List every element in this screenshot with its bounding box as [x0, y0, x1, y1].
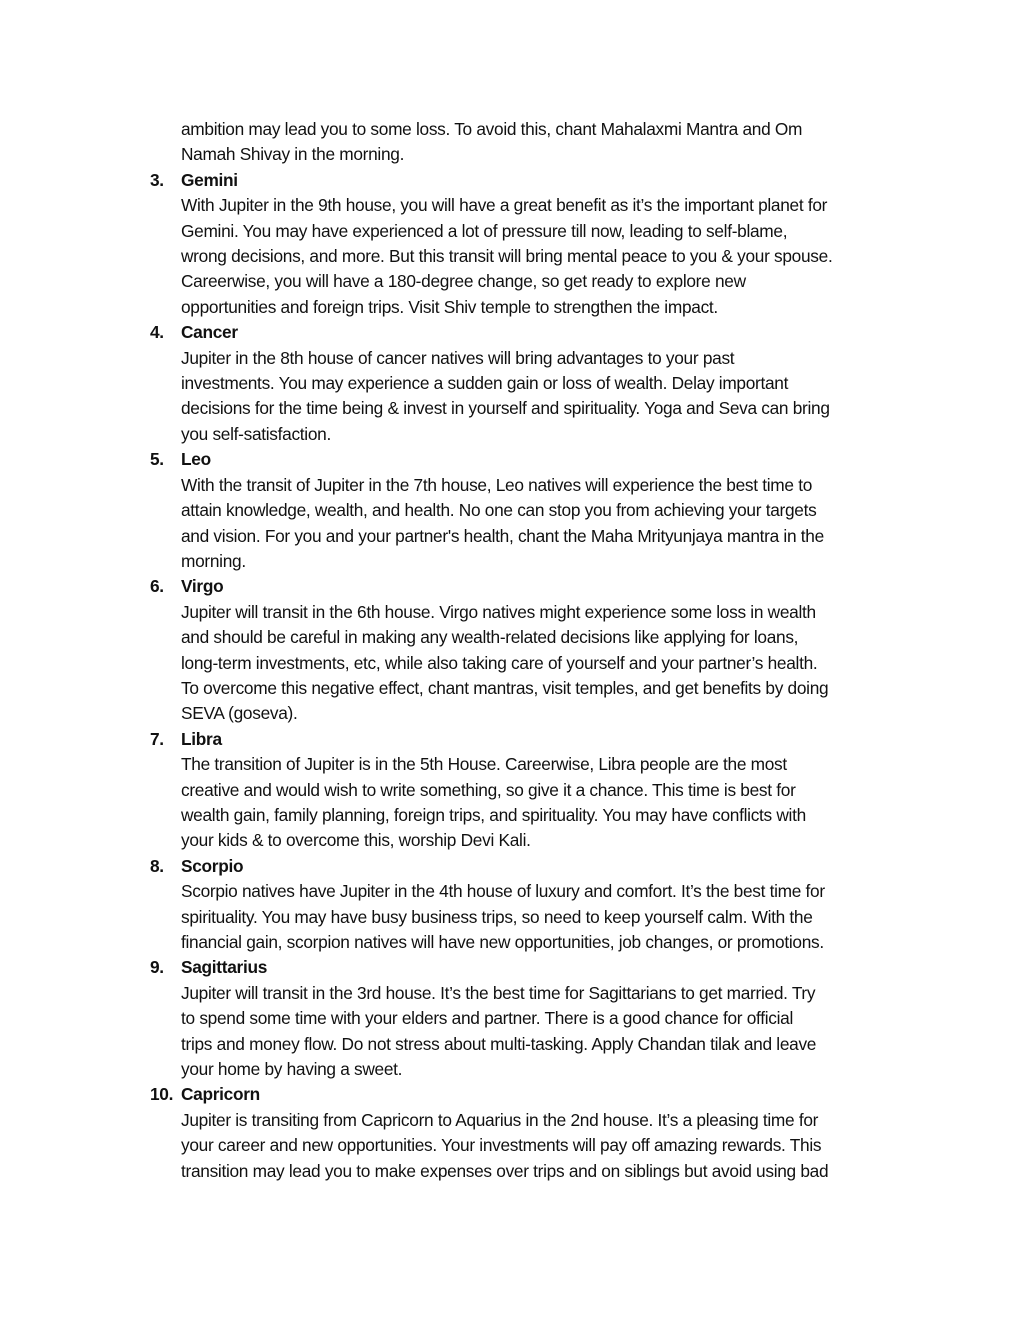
sign-name: Cancer	[181, 322, 238, 343]
list-item-heading	[150, 955, 910, 980]
list-number: 3.	[150, 169, 164, 190]
sign-description: With Jupiter in the 9th house, you will have a great benefit as it’s the important planet for Gemini. You may have experienced a lot of pressure till now, leading to self-blame, wrong decisions, and more. But this transit will bring mental peace to you & your spouse. Careerwise, you will have a 180-degree change, so get ready to explore new opportunities and foreign trips. Visit Shiv temple to strengthen the impact.	[181, 195, 833, 317]
list-item-scorpio	[150, 854, 910, 956]
sign-description: Scorpio natives have Jupiter in the 4th house of luxury and comfort. It’s the best time for spirituality. You may have busy business trips, so need to keep yourself calm. With the financial gain, scorpion natives will have new opportunities, job changes, or promotions.	[181, 881, 825, 952]
list-item-capricorn	[150, 1082, 910, 1184]
list-number: 5.	[150, 449, 164, 470]
list-item-heading	[150, 574, 910, 599]
sign-name: Capricorn	[181, 1084, 260, 1105]
sign-description: With the transit of Jupiter in the 7th house, Leo natives will experience the best time to attain knowledge, wealth, and health. No one can stop you from achieving your targets and vision. For you and your partner's health, chant the Maha Mrityunjaya mantra in the morning.	[181, 474, 824, 571]
list-number: 7.	[150, 728, 164, 749]
continuation-paragraph: ambition may lead you to some loss. To avoid this, chant Mahalaxmi Mantra and Om Namah Shivay in the morning.	[181, 119, 803, 165]
list-item-heading	[150, 168, 910, 193]
list-number: 6.	[150, 576, 164, 597]
sign-name: Libra	[181, 728, 222, 749]
list-item-libra	[150, 727, 910, 854]
document-content	[150, 117, 910, 1184]
sign-name: Gemini	[181, 169, 238, 190]
sign-name: Leo	[181, 449, 211, 470]
sign-description: Jupiter is transiting from Capricorn to Aquarius in the 2nd house. It’s a pleasing time for your career and new opportunities. Your investments will pay off amazing rewards. This transition may lead you to make expenses over trips and on siblings but avoid using bad	[181, 1109, 829, 1181]
sign-name: Sagittarius	[181, 957, 268, 978]
list-item-heading	[150, 447, 910, 472]
list-item-sagittarius	[150, 955, 910, 1082]
sign-description: Jupiter in the 8th house of cancer natives will bring advantages to your past investments. You may experience a sudden gain or loss of wealth. Delay important decisions for the time being & invest in yourself and spirituality. Yoga and Seva can bring you self-satisfaction.	[181, 347, 830, 444]
sign-description: Jupiter will transit in the 3rd house. It’s the best time for Sagittarians to get married. Try to spend some time with your elders and partner. There is a good chance for official trips and money flow. Do not stress about multi-tasking. Apply Chandan tilak and leave your home by having a sweet.	[181, 982, 817, 1080]
list-number: 10.	[150, 1084, 174, 1105]
sign-description: Jupiter will transit in the 6th house. Virgo natives might experience some loss in wealth and should be careful in making any wealth-related decisions like applying for loans, long-term investments, etc, while also taking care of yourself and your partner’s health. To overcome this negative effect, chant mantras, visit temples, and get benefits by doing SEVA (goseva).	[181, 601, 829, 724]
list-item-virgo	[150, 574, 910, 726]
list-number: 4.	[150, 322, 164, 343]
sign-name: Virgo	[181, 576, 224, 597]
list-item-cancer	[150, 320, 910, 447]
list-item-heading	[150, 854, 910, 879]
list-item-leo	[150, 447, 910, 574]
list-item-heading	[150, 1082, 910, 1107]
list-number: 9.	[150, 957, 164, 978]
list-number: 8.	[150, 855, 164, 876]
list-item-heading	[150, 320, 910, 345]
sign-name: Scorpio	[181, 855, 244, 876]
sign-description: The transition of Jupiter is in the 5th House. Careerwise, Libra people are the most creative and would wish to write something, so give it a chance. This time is best for wealth gain, family planning, foreign trips, and spirituality. You may have conflicts with your kids & to overcome this, worship Devi Kali.	[181, 754, 806, 851]
list-item-gemini	[150, 168, 910, 320]
list-item-heading	[150, 727, 910, 752]
